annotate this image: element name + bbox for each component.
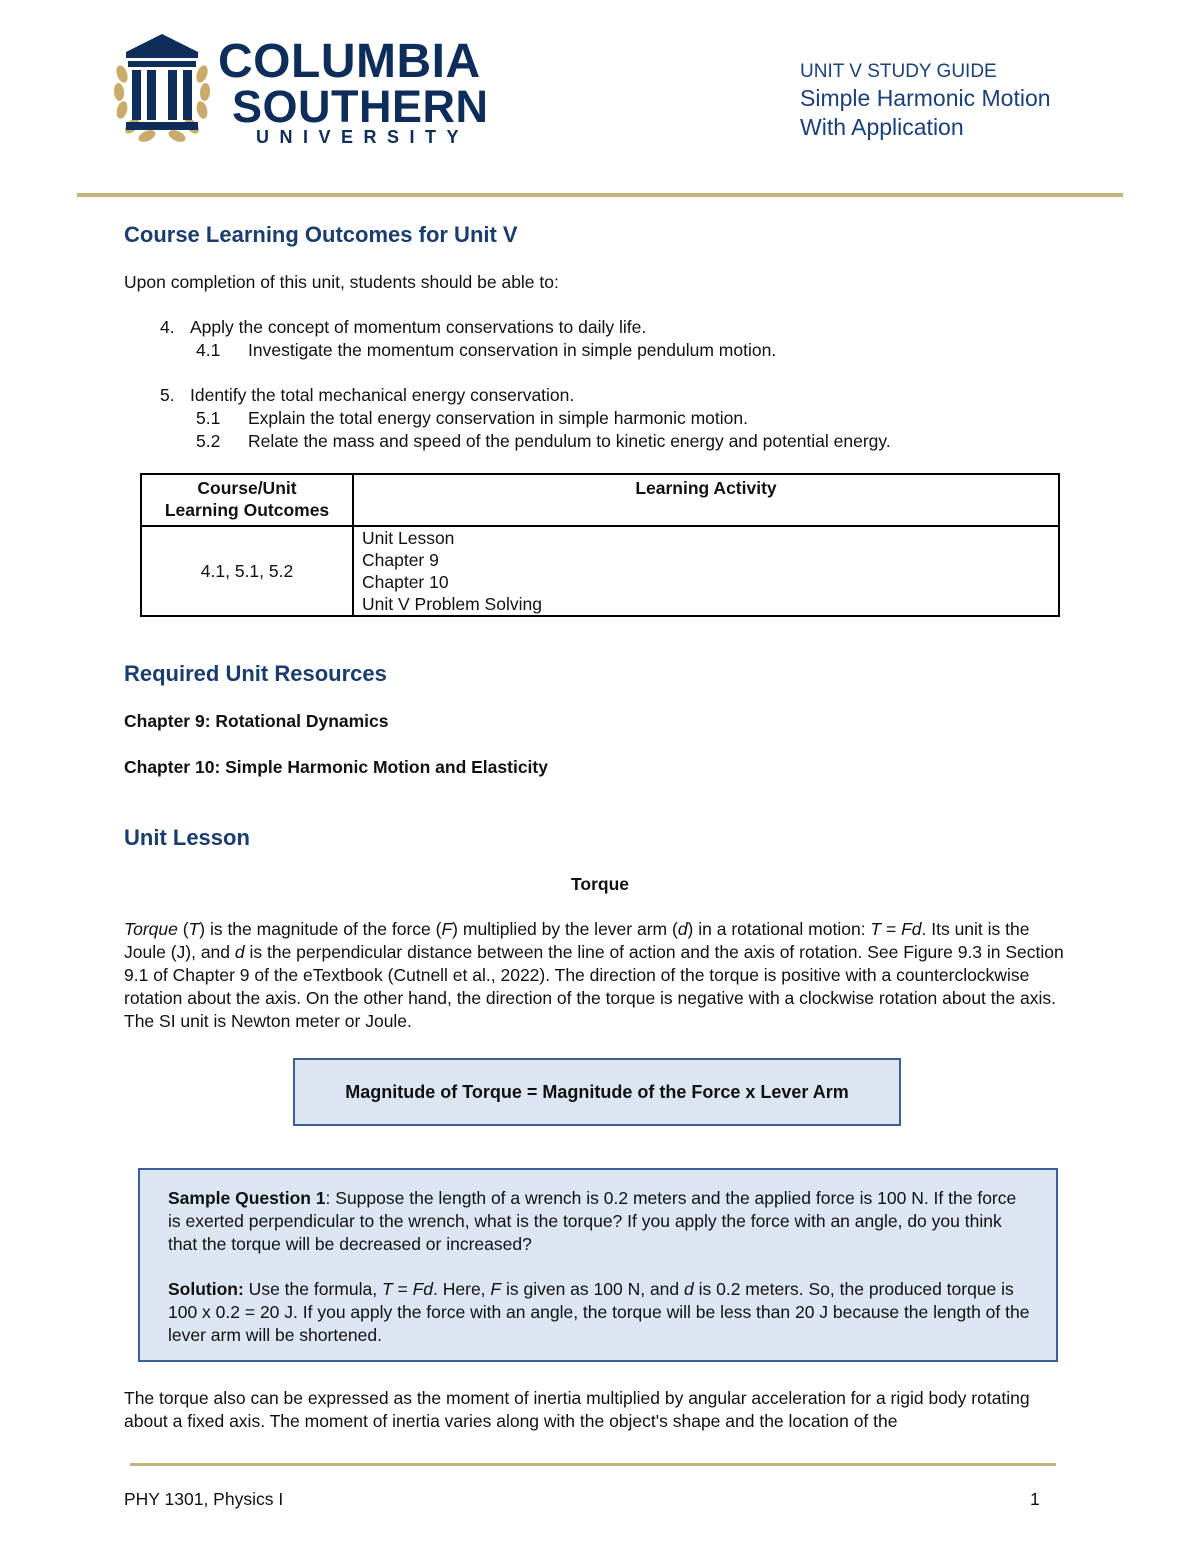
var-T: T: [870, 919, 882, 939]
table-header-outcomes-line1: Course/Unit: [197, 478, 297, 498]
text-run: ) in a rotational motion:: [687, 919, 871, 939]
var-F: F: [490, 1279, 502, 1299]
var-Fd: Fd: [901, 919, 922, 939]
activity-item: Chapter 10: [362, 572, 449, 592]
activity-item: Chapter 9: [362, 550, 439, 570]
outcome-item-5: [160, 384, 891, 453]
table-header-outcomes: [141, 474, 353, 526]
text-run: ) multiplied by the lever arm (: [452, 919, 678, 939]
sample-question-text: : Suppose the length of a wrench is 0.2 meters and the applied force is 100 N. If the force is exerted perpendicular to the wrench, what is the torque? If you apply the force with an angle, do you think that the torque will be decreased or increased?: [168, 1188, 1017, 1254]
outcome-sub-text: Explain the total energy conservation in simple harmonic motion.: [248, 408, 748, 428]
moment-of-inertia-paragraph: The torque also can be expressed as the moment of inertia multiplied by angular acceleration for a rigid body rotating about a fixed axis. The moment of inertia varies along with the object's shape and the location of the: [124, 1388, 1030, 1431]
logo-text-columbia: COLUMBIA: [218, 35, 481, 88]
text-run: =: [392, 1279, 413, 1299]
text-run: . Here,: [433, 1279, 491, 1299]
text-run: . Its unit is the Joule (J), and: [124, 919, 1030, 962]
outcomes-heading: Course Learning Outcomes for Unit V: [124, 222, 518, 247]
sample-solution: [168, 1278, 1030, 1347]
var-d: d: [234, 942, 245, 962]
text-run: Use the formula,: [243, 1279, 382, 1299]
outcome-sub-text: Investigate the momentum conservation in simple pendulum motion.: [248, 340, 777, 360]
text-run: is given as 100 N, and: [501, 1279, 685, 1299]
outcome-text: Identify the total mechanical energy conservation.: [190, 385, 575, 405]
footer-page-number: 1: [1030, 1489, 1040, 1509]
header-divider: [77, 193, 1123, 197]
outcomes-intro: Upon completion of this unit, students should be able to:: [124, 272, 559, 292]
table-row: [141, 526, 1059, 616]
outcomes-table: [140, 473, 1060, 617]
study-guide-title-line1: Simple Harmonic Motion: [800, 84, 1051, 111]
var-Fd: Fd: [412, 1279, 434, 1299]
study-guide-label: UNIT V STUDY GUIDE: [800, 61, 997, 82]
outcome-sub-number: 5.2: [196, 431, 221, 451]
var-d: d: [684, 1279, 694, 1299]
outcome-number: 4.: [160, 317, 175, 337]
outcome-sub-text: Relate the mass and speed of the pendulum to kinetic energy and potential energy.: [248, 431, 891, 451]
torque-paragraph: [124, 918, 1069, 1033]
var-d: d: [677, 919, 688, 939]
var-T: T: [381, 1279, 393, 1299]
text-run: =: [881, 919, 902, 939]
resource-chapter-10: Chapter 10: Simple Harmonic Motion and Elasticity: [124, 757, 548, 777]
activity-item: Unit Lesson: [362, 528, 455, 548]
torque-formula-box: Magnitude of Torque = Magnitude of the Force x Lever Arm: [293, 1058, 901, 1126]
outcome-text: Apply the concept of momentum conservations to daily life.: [190, 317, 647, 337]
var-T: T: [188, 919, 200, 939]
logo-text-southern: SOUTHERN: [232, 81, 489, 132]
resource-chapter-9: Chapter 9: Rotational Dynamics: [124, 711, 389, 731]
var-F: F: [441, 919, 453, 939]
outcome-sub-number: 5.1: [196, 408, 221, 428]
term-torque: Torque: [124, 919, 178, 939]
study-guide-title-line2: With Application: [800, 113, 964, 140]
table-header-outcomes-line2: Learning Outcomes: [164, 500, 330, 520]
solution-label: Solution:: [168, 1279, 244, 1299]
table-cell-outcomes: 4.1, 5.1, 5.2: [141, 526, 353, 616]
table-header-row: [141, 474, 1059, 526]
text-run: is 0.2 meters. So, the produced torque is 100 x 0.2 = 20 J. If you apply the force with an angle, the torque will be less than 20 J because the length of the lever arm will be shortened.: [168, 1279, 1030, 1345]
sample-question-label: Sample Question 1: [168, 1188, 326, 1208]
footer-divider: [130, 1463, 1056, 1466]
text-run: ) is the magnitude of the force (: [199, 919, 442, 939]
activity-item: Unit V Problem Solving: [362, 594, 542, 614]
footer-course: PHY 1301, Physics I: [124, 1489, 284, 1509]
table-header-activity: Learning Activity: [353, 474, 1059, 526]
resources-heading: Required Unit Resources: [124, 661, 387, 686]
text-run: is the perpendicular distance between the line of action and the axis of rotation. See Figure 9.3 in Section 9.1 of Chapter 9 of the eTextbook (Cutnell et al., 2022). The direction of the torque is positive with a counterclockwise rotation about the axis. On the other hand, the direction of the torque is negative with a clockwise rotation about the axis. The SI unit is Newton meter or Joule.: [124, 942, 1064, 1031]
lesson-subheading: Torque: [570, 874, 629, 894]
study-guide-title: [800, 60, 1051, 141]
columns-crest-icon: [112, 30, 212, 148]
table-cell-activities: [353, 526, 1059, 616]
outcome-number: 5.: [160, 385, 175, 405]
sample-question-box: [138, 1168, 1058, 1362]
outcome-item-4: [160, 316, 776, 362]
logo-text-university: UNIVERSITY: [256, 127, 470, 147]
lesson-heading: Unit Lesson: [124, 825, 250, 850]
text-run: (: [177, 919, 189, 939]
sample-question: [168, 1187, 1030, 1256]
outcome-sub-number: 4.1: [196, 340, 221, 360]
